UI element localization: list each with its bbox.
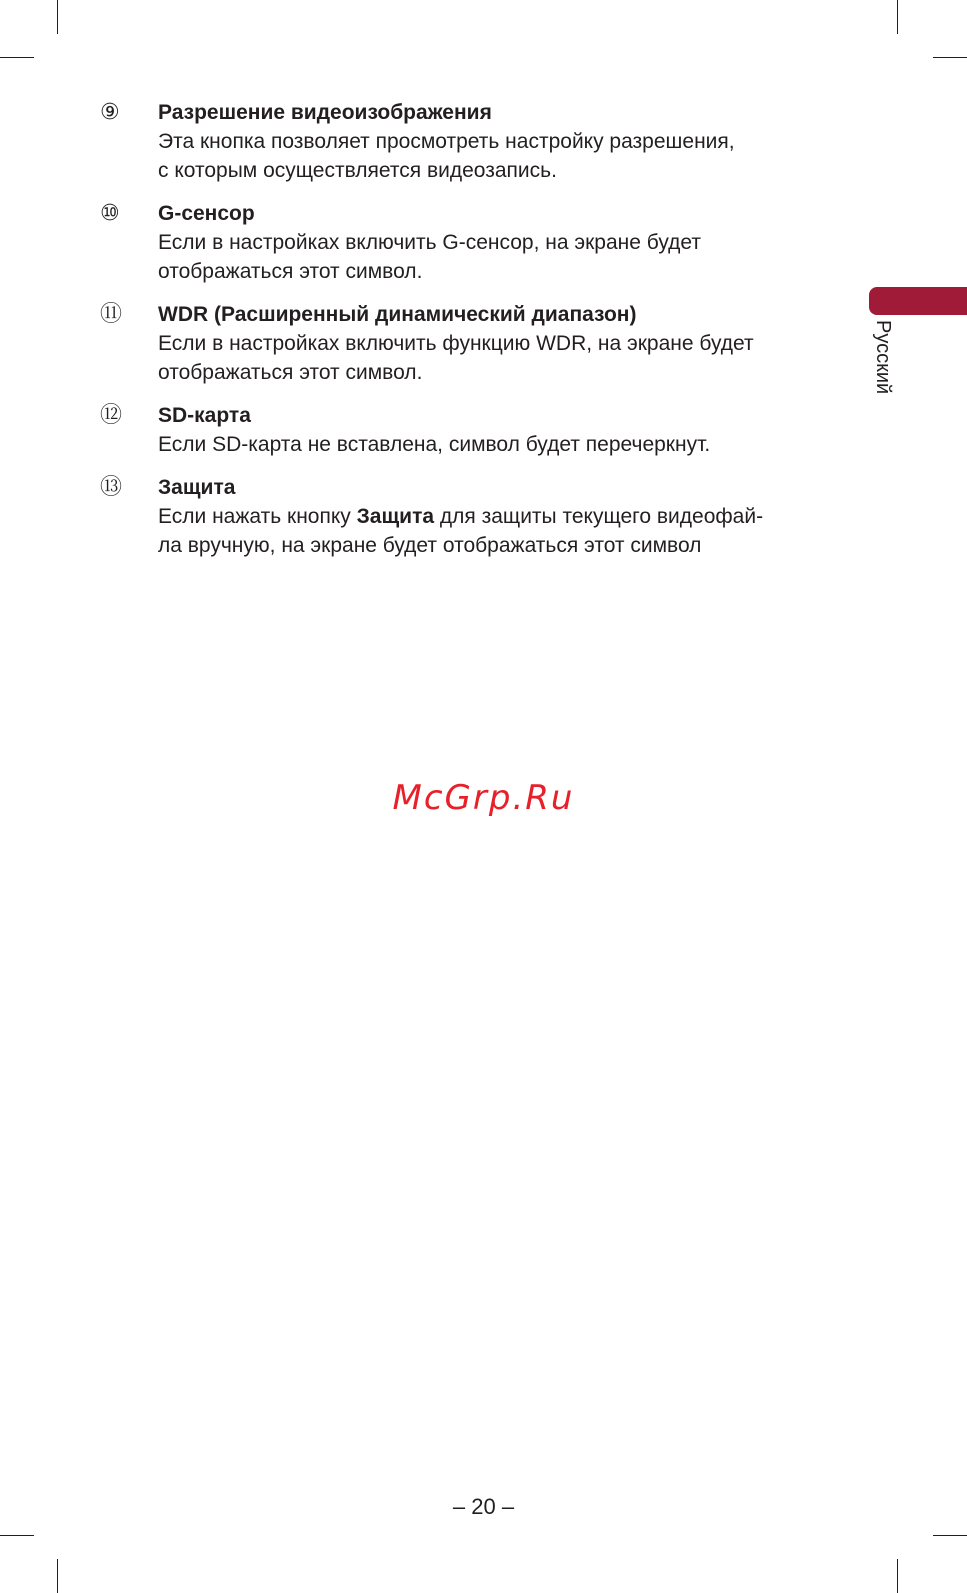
item-title: G-сенсор	[158, 202, 255, 225]
page-number: – 20 –	[452, 1494, 515, 1519]
item-title: Защита	[158, 476, 236, 499]
item-number: ⑨	[100, 99, 120, 124]
item-number: ⑩	[100, 200, 120, 225]
description-text: Если нажать кнопку	[158, 505, 357, 528]
item-description-line: отображаться этот символ.	[158, 361, 423, 384]
crop-mark	[897, 0, 898, 34]
item-description-line: Эта кнопка позволяет просмотреть настройку разрешения,	[158, 130, 735, 153]
crop-mark	[933, 57, 967, 58]
item-description-line: Если в настройках включить G-сенсор, на экране будет	[158, 231, 701, 254]
crop-mark	[0, 1535, 34, 1536]
item-number: ⑫	[100, 402, 123, 427]
item-number: ⑪	[100, 301, 123, 326]
crop-mark	[897, 1559, 898, 1593]
item-title: SD-карта	[158, 404, 251, 427]
item-description-line: отображаться этот символ.	[158, 260, 423, 283]
item-description-line: ла вручную, на экране будет отображаться этот символ	[158, 534, 702, 557]
list-item	[100, 473, 860, 560]
crop-mark	[0, 57, 34, 58]
crop-mark	[57, 0, 58, 34]
item-title: Разрешение видеоизображения	[158, 101, 492, 124]
item-description-line: Если SD-карта не вставлена, символ будет перечеркнут.	[158, 433, 711, 456]
watermark: McGrp.Ru	[392, 778, 575, 818]
item-list	[100, 98, 860, 574]
description-bold-term: Защита	[356, 505, 435, 528]
item-description-line	[158, 502, 860, 531]
item-description-line: с которым осуществляется видеозапись.	[158, 159, 557, 182]
item-title: WDR (Расширенный динамический диапазон)	[158, 303, 637, 326]
list-item	[100, 98, 860, 185]
description-text: для защиты текущего видеофай-	[434, 505, 764, 528]
language-label: Русский	[872, 320, 894, 395]
item-number: ⑬	[100, 474, 123, 499]
crop-mark	[933, 1535, 967, 1536]
language-tab	[869, 287, 967, 315]
list-item	[100, 401, 860, 459]
list-item	[100, 300, 860, 387]
list-item	[100, 199, 860, 286]
item-description-line: Если в настройках включить функцию WDR, на экране будет	[158, 332, 754, 355]
crop-mark	[57, 1559, 58, 1593]
